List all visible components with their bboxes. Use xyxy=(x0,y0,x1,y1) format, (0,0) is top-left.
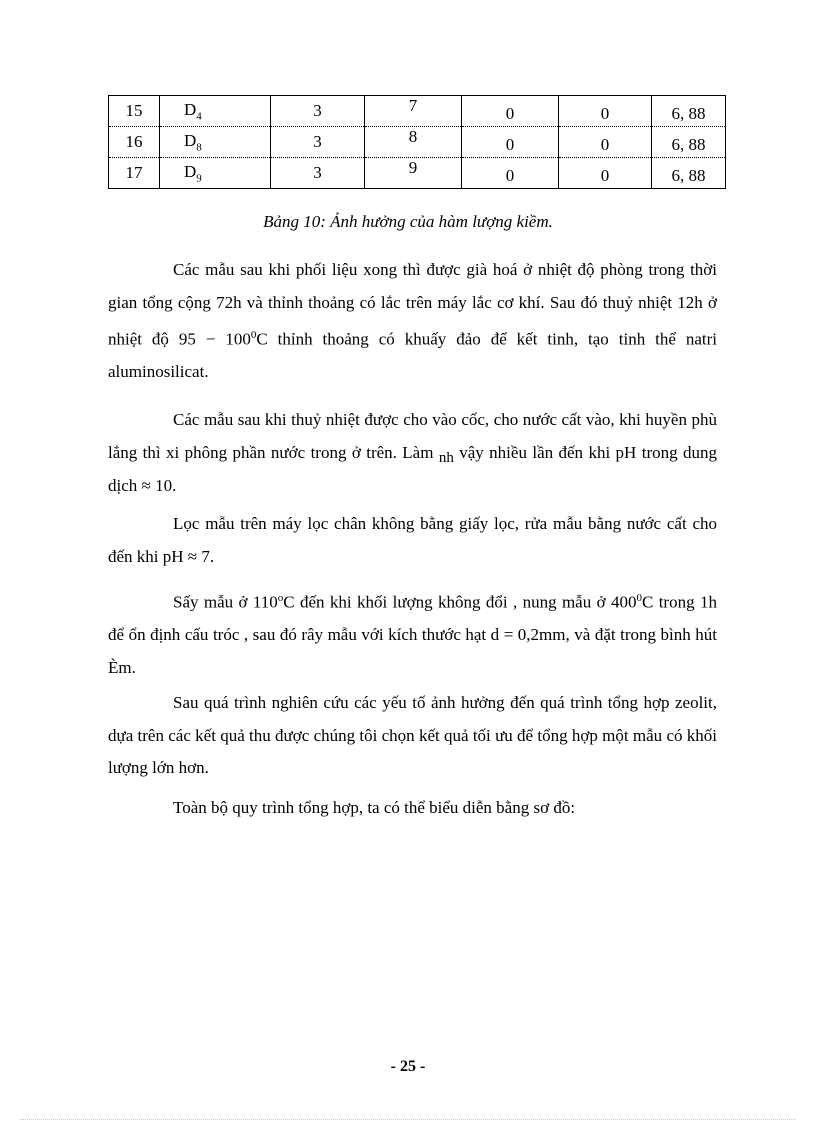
row-number: 16 xyxy=(109,127,160,158)
sample-code: $D_9$ xyxy=(160,158,271,189)
table-caption: Bảng 10: Ảnh hưởng của hàm lượng kiềm. xyxy=(263,212,553,231)
row-number: 17 xyxy=(109,158,160,189)
table-cell: 6, 88 xyxy=(652,127,726,158)
table-cell: 3 xyxy=(271,158,365,189)
paragraph-aging: Các mẫu sau khi phối liệu xong thì được già hoá ở nhiệt độ phòng trong thời gian tổng cộng 72h và thỉnh thoảng có lắc trên máy lắc cơ khí. Sau đó thuỷ nhiệt 12h ở nhiệt độ $95 - 100^0C$ thỉnh thoảng có khuấy đảo để kết tinh, tạo tinh thể natri aluminosilicat. xyxy=(108,260,717,382)
page-number: - 25 - xyxy=(390,1058,426,1075)
table-cell: 0 xyxy=(462,127,559,158)
table-row xyxy=(109,127,726,158)
sample-code: $D_4$ xyxy=(160,96,271,127)
table-cell: 9 xyxy=(365,158,462,189)
table-cell: 0 xyxy=(559,158,652,189)
row-number: 15 xyxy=(109,96,160,127)
table-cell: 3 xyxy=(271,96,365,127)
table-cell: 7 xyxy=(365,96,462,127)
paragraph-filtering: Lọc mẫu trên máy lọc chân không bằng giấy lọc, rửa mẫu bằng nước cất cho đến khi pH ≈ 7. xyxy=(108,514,717,566)
table-cell: 6, 88 xyxy=(652,158,726,189)
table-cell: 0 xyxy=(462,158,559,189)
table-cell: 0 xyxy=(559,96,652,127)
table-cell: 3 xyxy=(271,127,365,158)
paragraph-synthesis: Sau quá trình nghiên cứu các yếu tố ảnh hưởng đến quá trình tổng hợp zeolit, dựa trên các kết quả thu được chúng tôi chọn kết quả tối ưu để tổng hợp một mẫu có khối lượng lớn hơn. xyxy=(108,693,717,778)
page-bottom-divider xyxy=(20,1119,796,1120)
table-cell: 0 xyxy=(559,127,652,158)
paragraph-washing: Các mẫu sau khi thuỷ nhiệt được cho vào cốc, cho nước cất vào, khi huyền phù lắng thì xi phông phần nước trong ở trên. Làm nh vậy nhiều lần đến khi pH trong dung dịch ≈ 10. xyxy=(108,410,717,496)
table-cell: 6, 88 xyxy=(652,96,726,127)
paragraph-drying: Sấy mẫu ở 110$^o$C đến khi khối lượng không đổi , nung mẫu ở $400^0C$ trong 1h để ổn định cấu tróc , sau đó rây mẫu với kích thước hạt d = 0,2mm, và đặt trong bình hút Èm. xyxy=(108,592,717,677)
paragraph-diagram-intro: Toàn bộ quy trình tổng hợp, ta có thể biểu diễn bằng sơ đồ: xyxy=(173,798,576,817)
table-cell: 8 xyxy=(365,127,462,158)
table-cell: 0 xyxy=(462,96,559,127)
table-row xyxy=(109,158,726,189)
table-row xyxy=(109,96,726,127)
sample-code: $D_8$ xyxy=(160,127,271,158)
alkali-content-table xyxy=(108,95,726,189)
